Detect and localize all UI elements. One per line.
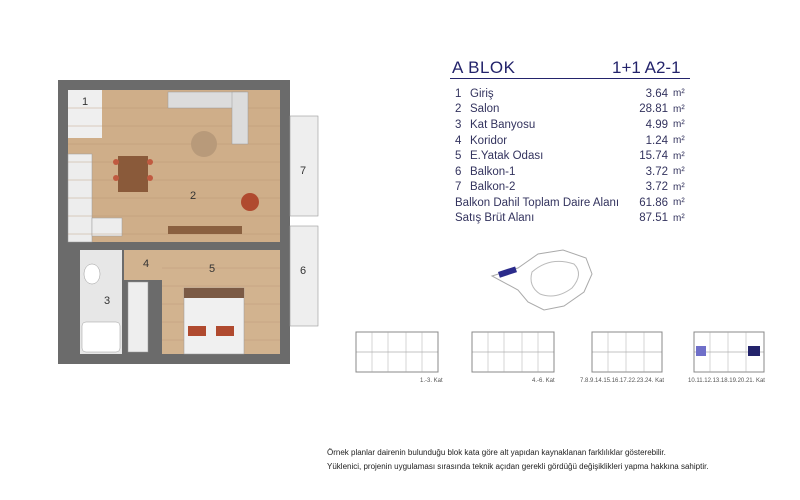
total-row: Balkon Dahil Toplam Daire Alanı 61.86 m² [455, 196, 685, 209]
totals-list [455, 195, 691, 226]
block-title: A BLOK [452, 58, 516, 77]
list-item: 1 Giriş 3.64 m² [455, 87, 685, 100]
floor-plan [56, 78, 326, 368]
floor-key-4 [690, 328, 768, 376]
plan-label-7: 7 [300, 165, 307, 177]
floor-key-label-4: 10.11.12.13.18.19.20.21. Kat [688, 378, 765, 384]
site-plan-icon [488, 244, 598, 316]
list-item: 2 Salon 28.81 m² [455, 103, 685, 116]
floor-key-label-3: 7.8.9.14.15.16.17.22.23.24. Kat [580, 378, 665, 384]
plan-label-2: 2 [190, 190, 197, 202]
header-divider [450, 78, 690, 79]
disclaimer-note: Örnek planlar dairenin bulunduğu blok kata göre alt yapıdan kaynaklanan farklılıklar gösterebilir. [327, 448, 666, 457]
total-row: Satış Brüt Alanı 87.51 m² [455, 212, 685, 225]
floor-key-label-2: 4.-6. Kat [532, 378, 555, 384]
list-item: 6 Balkon-1 3.72 m² [455, 165, 685, 178]
unit-code: 1+1 A2-1 [612, 58, 681, 77]
list-item: 7 Balkon-2 3.72 m² [455, 181, 685, 194]
floor-key-2 [468, 328, 558, 376]
plan-label-3: 3 [104, 295, 111, 307]
plan-label-4: 4 [143, 258, 150, 270]
floor-key-label-1: 1.-3. Kat [420, 378, 443, 384]
disclaimer-note: Yüklenici, projenin uygulaması sırasında teknik açıdan gerekli gördüğü değişiklikleri yapma hakkına sahiptir. [327, 462, 709, 471]
list-item: 5 E.Yatak Odası 15.74 m² [455, 150, 685, 163]
floor-key-1 [352, 328, 442, 376]
plan-label-5: 5 [209, 263, 216, 275]
floor-key-3 [588, 328, 666, 376]
list-item: 3 Kat Banyosu 4.99 m² [455, 118, 685, 131]
room-list [455, 86, 691, 195]
plan-label-1: 1 [82, 96, 89, 108]
plan-label-6: 6 [300, 265, 307, 277]
list-item: 4 Koridor 1.24 m² [455, 134, 685, 147]
